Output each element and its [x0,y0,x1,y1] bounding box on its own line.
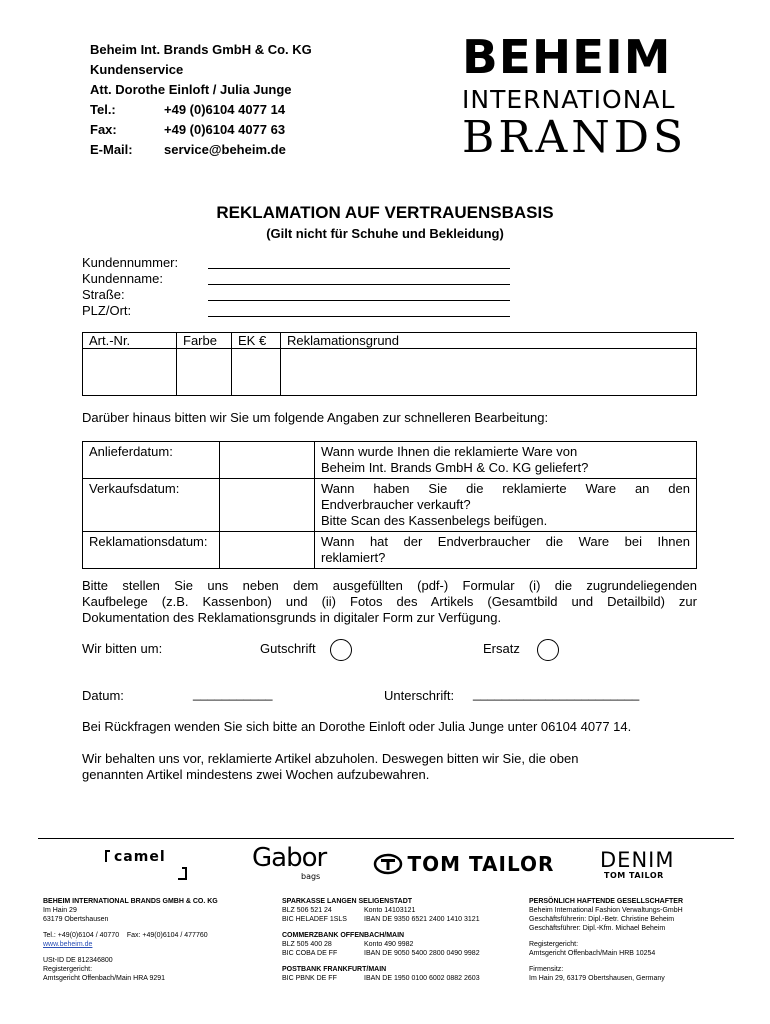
credit-option-label: Gutschrift [260,641,316,656]
logo-line-1: BEHEIM [462,30,672,84]
replacement-option-label: Ersatz [483,641,520,656]
fax-value: +49 (0)6104 4077 63 [164,122,286,137]
bank3-bic: BIC PBNK DE FF [282,975,337,982]
bank1-iban: IBAN DE 9350 6521 2400 1410 3121 [364,916,480,923]
delivery-question [315,442,697,479]
partners-title: PERSÖNLICH HAFTENDE GESELLSCHAFTER [529,898,684,905]
footer-ustid: USt-ID DE 812346800 [43,957,113,964]
instructions [82,578,697,626]
bank1-bic: BIC HELADEF 1SLS [282,916,347,923]
department: Kundenservice [90,62,184,77]
customer-number-field[interactable] [208,255,510,269]
footer-company [43,897,268,983]
company-name: Beheim Int. Brands GmbH & Co. KG [90,42,312,57]
denim-logo: DENIM [600,848,675,872]
footer-banks [282,897,517,983]
customer-number-row [82,255,510,271]
footer-address-1: Im Hain 29 [43,907,77,914]
delivery-question-2: Beheim Int. Brands GmbH & Co. KG geliefert? [321,460,589,475]
zip-city-row [82,303,510,319]
tom-tailor-icon [373,853,403,875]
footer-divider [38,838,734,839]
footer-company-title: BEHEIM INTERNATIONAL BRANDS GMBH & CO. KG [43,898,218,905]
items-table-header [83,333,697,349]
customer-number-label: Kundennummer: [82,255,179,270]
sale-label: Verkaufsdatum: [83,479,220,532]
bank1-blz: BLZ 506 521 24 [282,907,332,914]
form-subtitle: (Gilt nicht für Schuhe und Bekleidung) [266,226,504,241]
pickup-note [82,751,578,783]
signature-label: Unterschrift: [384,688,455,703]
customer-name-label: Kundenname: [82,271,163,286]
form-title: REKLAMATION AUF VERTRAUENSBASIS [216,203,554,222]
bank2-name: COMMERZBANK OFFENBACH/MAIN [282,932,405,939]
sale-question-2: Endverbraucher verkauft? [321,497,471,512]
claim-question-1: Wann hat der Endverbraucher die Ware bei Ihnen [321,534,690,549]
price-cell[interactable] [232,349,281,396]
attention-line: Att. Dorothe Einloft / Julia Junge [90,82,292,97]
signature-field[interactable]: _______________________ [473,686,640,701]
street-label: Straße: [82,287,125,302]
phone-value: +49 (0)6104 4077 14 [164,102,286,117]
article-number-cell[interactable] [83,349,177,396]
camel-text: camel [114,849,166,865]
partners-line-1: Beheim International Fashion Verwaltungs-GmbH [529,907,683,914]
zip-city-label: PLZ/Ort: [82,303,132,318]
instructions-line-1: Bitte stellen Sie uns neben dem ausgefüllten (pdf-) Formular (i) die zugrundeliegenden [82,578,697,593]
fax-label: Fax: [90,122,117,137]
bank2-blz: BLZ 505 400 28 [282,941,332,948]
items-table [82,332,697,396]
col-article-number: Art.-Nr. [83,333,177,349]
denim-sub-text: TOM TAILOR [604,871,664,880]
request-label: Wir bitten um: [82,641,163,656]
delivery-question-1: Wann wurde Ihnen die reklamierte Ware von [321,444,578,459]
reason-cell[interactable] [281,349,697,396]
claim-question-2: reklamiert? [321,550,386,565]
footer-fax: Fax: +49(0)6104 / 477760 [126,932,208,939]
gabor-logo: Gabor [252,843,327,873]
tom-tailor-text: TOM TAILOR [407,852,555,876]
bank3-iban: IBAN DE 1950 0100 6002 0882 2603 [364,975,480,982]
col-price: EK € [232,333,281,349]
footer-address-2: 63179 Obertshausen [43,916,109,923]
fax-row [90,120,312,140]
replacement-radio[interactable] [537,639,559,661]
customer-name-row [82,271,510,287]
color-cell[interactable] [177,349,232,396]
sale-row [83,479,697,532]
street-field[interactable] [208,287,510,301]
items-table-row [83,349,697,396]
claim-row [83,532,697,569]
pickup-note-line-2: genannten Artikel mindestens zwei Wochen aufzubewahren. [82,767,430,782]
contact-note: Bei Rückfragen wenden Sie sich bitte an Dorothe Einloft oder Julia Junge unter 06104 4077 14. [82,719,632,734]
beheim-logo [462,30,704,163]
tom-tailor-logo [373,852,554,876]
bank2-bic: BIC COBA DE FF [282,950,338,957]
email-value[interactable]: service@beheim.de [164,142,286,157]
dates-table [82,441,697,569]
contact-block [90,40,312,160]
phone-row [90,100,312,120]
sale-date-cell[interactable] [220,479,315,532]
bank2-konto: Konto 490 9982 [364,941,414,948]
customer-name-field[interactable] [208,271,510,285]
bank3-name: POSTBANK FRANKFURT/MAIN [282,966,387,973]
sale-question-3: Bitte Scan des Kassenbelegs beifügen. [321,513,548,528]
zip-city-field[interactable] [208,303,510,317]
credit-radio[interactable] [330,639,352,661]
partners-register-label: Registergericht: [529,941,579,948]
sale-question-1: Wann haben Sie die reklamierte Ware an den [321,481,690,496]
bank1-name: SPARKASSE LANGEN SELIGENSTADT [282,898,413,905]
delivery-row [83,442,697,479]
street-row [82,287,510,303]
logo-line-3: BRANDS [462,112,688,163]
bank1-konto: Konto 14103121 [364,907,416,914]
phone-label: Tel.: [90,102,116,117]
intro-text: Darüber hinaus bitten wir Sie um folgende Angaben zur schnelleren Bearbeitung: [82,410,549,425]
partners-register: Amtsgericht Offenbach/Main HRB 10254 [529,950,656,957]
email-row [90,140,312,160]
date-field[interactable]: ___________ [193,686,273,701]
claim-question [315,532,697,569]
footer-website-link[interactable]: www.beheim.de [43,941,93,948]
footer-register: Amtsgericht Offenbach/Main HRA 9291 [43,975,166,982]
delivery-label: Anlieferdatum: [83,442,220,479]
footer-phone: Tel.: +49(0)6104 / 40770 [43,932,120,939]
instructions-line-3: Dokumentation des Reklamationsgrunds in digitaler Form zur Verfügung. [82,610,502,625]
footer-partners [529,897,729,983]
footer-register-label: Registergericht: [43,966,93,973]
partners-line-2: Geschäftsführerin: Dipl.-Betr. Christine Beheim [529,916,675,923]
partners-line-3: Geschäftsführer: Dipl.-Kfm. Michael Beheim [529,925,666,932]
email-label: E-Mail: [90,142,133,157]
pickup-note-line-1: Wir behalten uns vor, reklamierte Artikel abzuholen. Deswegen bitten wir Sie, die oben [82,751,579,766]
bank2-iban: IBAN DE 9050 5400 2800 0490 9982 [364,950,480,957]
claim-label: Reklamationsdatum: [83,532,220,569]
customer-fields [82,255,510,319]
camel-active-logo [102,848,190,882]
date-label: Datum: [82,688,124,703]
logo-line-2: INTERNATIONAL [462,85,676,114]
col-color: Farbe [177,333,232,349]
partners-seat-label: Firmensitz: [529,966,564,973]
gabor-bags-text: bags [301,872,321,881]
delivery-date-cell[interactable] [220,442,315,479]
claim-date-cell[interactable] [220,532,315,569]
partners-seat: Im Hain 29, 63179 Obertshausen, Germany [529,975,665,982]
instructions-line-2: Kaufbelege (z.B. Kassenbon) und (ii) Fotos des Artikels (Gesamtbild und Detailbild) zur [82,594,697,609]
sale-question [315,479,697,532]
col-reason: Reklamationsgrund [281,333,697,349]
